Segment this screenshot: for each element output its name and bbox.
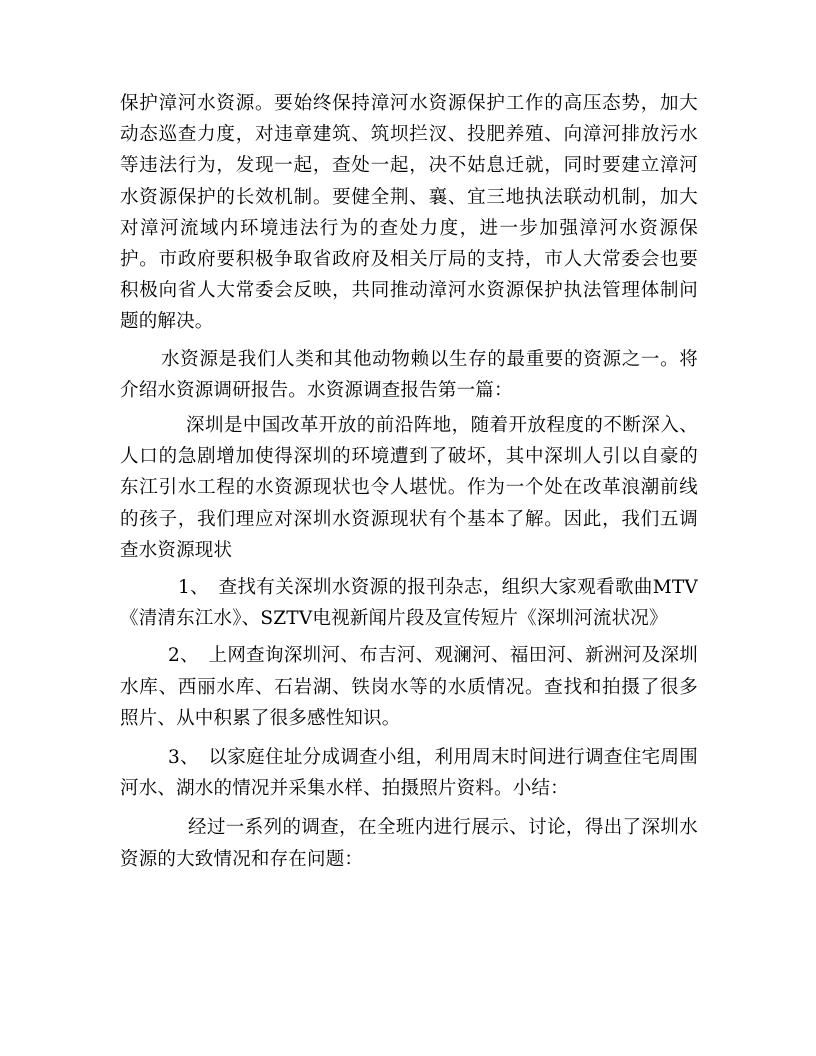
- paragraph-summary: 经过一系列的调查，在全班内进行展示、讨论，得出了深圳水资源的大致情况和存在问题：: [120, 817, 698, 870]
- paragraph-intro: 水资源是我们人类和其他动物赖以生存的最重要的资源之一。将介绍水资源调研报告。水资源调查报告第一篇：: [120, 348, 698, 401]
- paragraph-step-2: 2、 上网查询深圳河、布吉河、观澜河、福田河、新洲河及深圳水库、西丽水库、石岩湖、铁岗水等的水质情况。查找和拍摄了很多照片、从中积累了很多感性知识。: [120, 645, 698, 729]
- document-body: [120, 88, 698, 875]
- paragraph-water-protection: 保护漳河水资源。要始终保持漳河水资源保护工作的高压态势，加大动态巡查力度，对违章建筑、筑坝拦汊、投肥养殖、向漳河排放污水等违法行为，发现一起，查处一起，决不姑息迁就，同时要建立漳河水资源保护的长效机制。要健全荆、襄、宜三地执法联动机制，加大对漳河流域内环境违法行为的查处力度，进一步加强漳河水资源保护。市政府要积极争取省政府及相关厅局的支持，市人大常委会也要积极向省人大常委会反映，共同推动漳河水资源保护执法管理体制问题的解决。: [120, 93, 698, 333]
- paragraph-step-1: 1、 查找有关深圳水资源的报刊杂志，组织大家观看歌曲MTV《清清东江水》、SZTV电视新闻片段及宣传短片《深圳河流状况》: [120, 577, 698, 630]
- paragraph-step-3: 3、 以家庭住址分成调查小组，利用周末时间进行调查住宅周围河水、湖水的情况并采集水样、拍摄照片资料。小结：: [120, 747, 698, 800]
- paragraph-shenzhen-background: 深圳是中国改革开放的前沿阵地，随着开放程度的不断深入、人口的急剧增加使得深圳的环境遭到了破坏，其中深圳人引以自豪的东江引水工程的水资源现状也令人堪忧。作为一个处在改革浪潮前线的孩子，我们理应对深圳水资源现状有个基本了解。因此，我们五调查水资源现状: [120, 415, 698, 561]
